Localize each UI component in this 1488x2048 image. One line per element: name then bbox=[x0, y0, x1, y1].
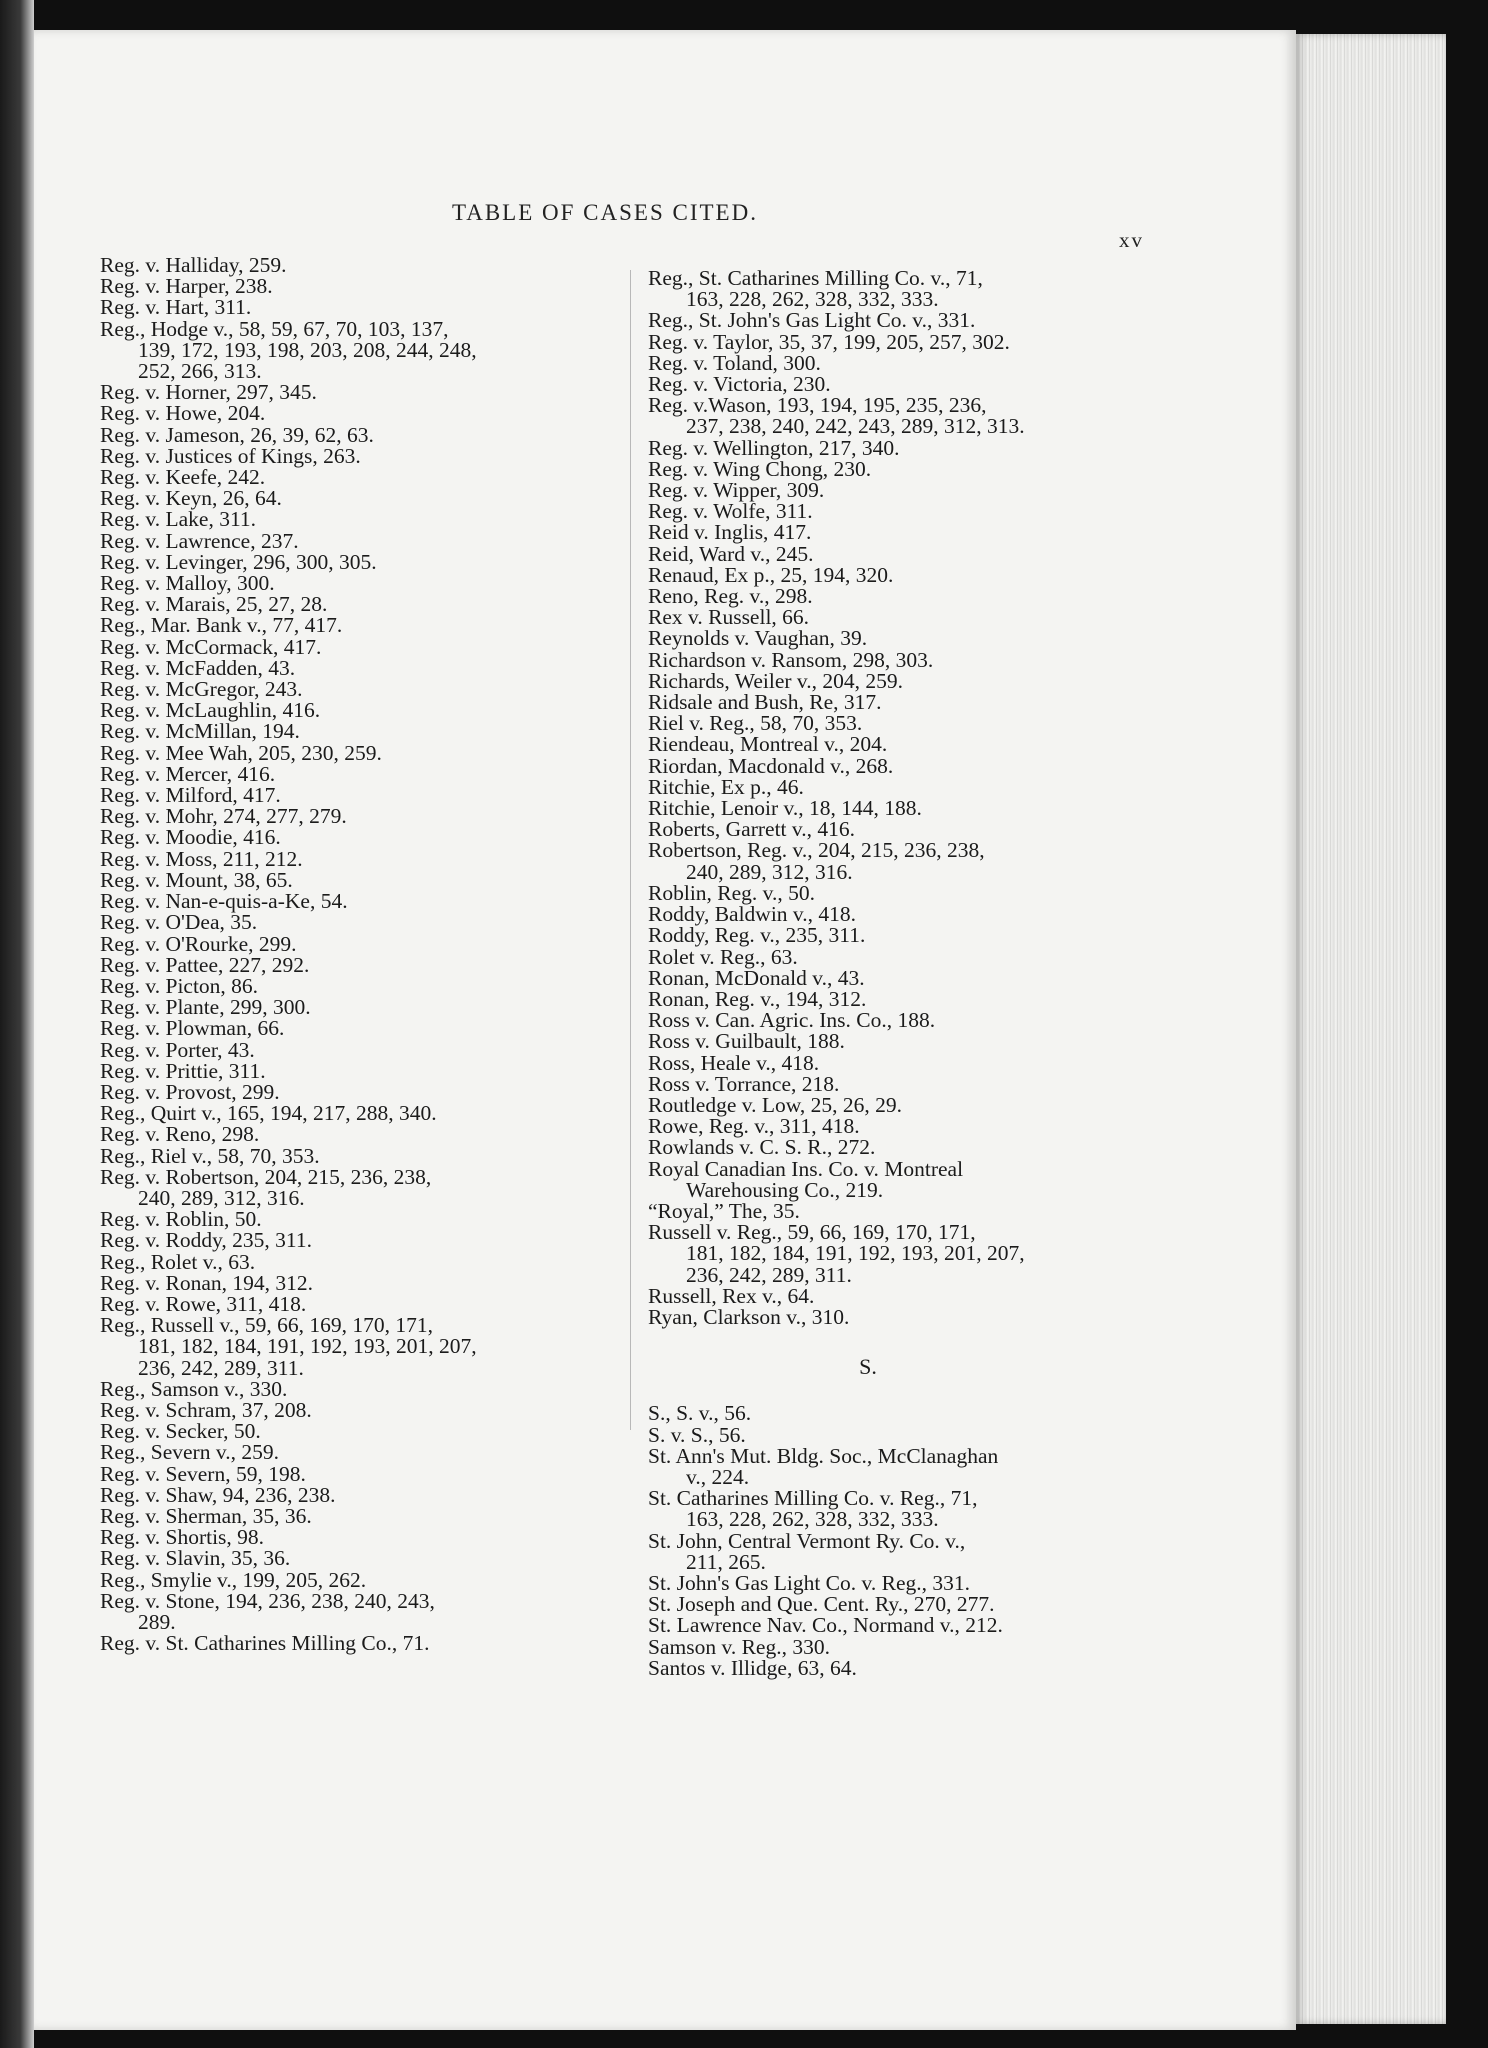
case-entry bbox=[100, 1018, 600, 1039]
case-entry-line: Rowe, Reg. v., 311, 418. bbox=[648, 1114, 860, 1139]
page-title: TABLE OF CASES CITED. bbox=[452, 200, 758, 225]
case-entry-line: Reg. v. Lawrence, 237. bbox=[100, 528, 299, 553]
case-entry-line: Riendeau, Montreal v., 204. bbox=[648, 732, 888, 757]
case-entry-line: Reg. v. McLaughlin, 416. bbox=[100, 698, 321, 723]
case-entry-line: Richards, Weiler v., 204, 259. bbox=[648, 668, 904, 693]
case-entry bbox=[100, 509, 600, 530]
case-entry-line: Reg. v. Harper, 238. bbox=[100, 274, 273, 299]
case-entry bbox=[100, 785, 600, 806]
case-entry-line: Reg. v. Slavin, 35, 36. bbox=[100, 1546, 291, 1571]
case-entry bbox=[100, 276, 600, 297]
case-entry-line: Robertson, Reg. v., 204, 215, 236, 238, bbox=[648, 838, 985, 863]
case-entry bbox=[648, 774, 1158, 799]
case-entry bbox=[100, 912, 600, 933]
case-entry-line: Reg. v. McGregor, 243. bbox=[100, 677, 303, 702]
case-entry bbox=[100, 827, 600, 848]
case-entry bbox=[100, 1315, 600, 1379]
case-entry bbox=[100, 1103, 600, 1124]
case-entry bbox=[648, 435, 1158, 460]
case-entry bbox=[648, 310, 1158, 331]
case-entry-line: Reg. v. Wolfe, 311. bbox=[648, 499, 813, 524]
case-entry bbox=[648, 1403, 1158, 1424]
case-entry-line: St. Catharines Milling Co. v. Reg., 71, bbox=[648, 1486, 978, 1511]
case-entry bbox=[100, 1249, 600, 1274]
case-entry-line: Reg. v. Moodie, 416. bbox=[100, 825, 281, 850]
case-entry-line: Reg. v. Victoria, 230. bbox=[648, 372, 831, 397]
case-entry-continuation: 240, 289, 312, 316. bbox=[686, 859, 853, 884]
case-entry bbox=[648, 1156, 1158, 1202]
case-entry-line: Reg. v. Jameson, 26, 39, 62, 63. bbox=[100, 422, 374, 447]
case-entry bbox=[648, 586, 1158, 607]
case-entry-line: Reg., Russell v., 59, 66, 169, 170, 171, bbox=[100, 1313, 434, 1338]
case-entry bbox=[648, 374, 1158, 395]
case-entry-line: Russell, Rex v., 64. bbox=[648, 1283, 815, 1308]
page-edges bbox=[1296, 34, 1446, 2024]
case-entry bbox=[100, 1291, 600, 1316]
case-entry-line: Reg. v. Roblin, 50. bbox=[100, 1207, 262, 1232]
case-entry-line: Reg. v. Horner, 297, 345. bbox=[100, 380, 317, 405]
case-entry bbox=[100, 255, 600, 276]
case-entry bbox=[648, 819, 1158, 840]
case-entry bbox=[100, 1442, 600, 1463]
case-entry bbox=[100, 1397, 600, 1422]
case-entry-line: St. Lawrence Nav. Co., Normand v., 212. bbox=[648, 1613, 1003, 1638]
case-entry-line: Reg. v. McFadden, 43. bbox=[100, 655, 296, 680]
case-entry bbox=[100, 403, 600, 424]
case-entry bbox=[648, 734, 1158, 755]
case-entry bbox=[100, 594, 600, 615]
case-entry bbox=[100, 1461, 600, 1486]
case-entry bbox=[100, 1548, 600, 1569]
case-entry-line: St. Joseph and Que. Cent. Ry., 270, 277. bbox=[648, 1592, 995, 1617]
case-entry bbox=[648, 456, 1158, 481]
case-entry-line: Reid, Ward v., 245. bbox=[648, 541, 814, 566]
case-entry bbox=[648, 1528, 1158, 1574]
case-entry bbox=[100, 615, 600, 636]
case-entry-line: Reg. v. Reno, 298. bbox=[100, 1122, 260, 1147]
case-entry bbox=[100, 1376, 600, 1401]
case-entry-line: Royal Canadian Ins. Co. v. Montreal bbox=[648, 1156, 964, 1181]
case-entry-line: Riordan, Macdonald v., 268. bbox=[648, 753, 894, 778]
case-entry-line: Reg., Mar. Bank v., 77, 417. bbox=[100, 613, 343, 638]
case-entry bbox=[648, 753, 1158, 778]
case-entry bbox=[100, 528, 600, 553]
case-entry bbox=[100, 1270, 600, 1295]
case-entry-line: Reg., Riel v., 58, 70, 353. bbox=[100, 1143, 320, 1168]
case-entry bbox=[648, 1443, 1158, 1489]
case-entry bbox=[648, 1304, 1158, 1329]
case-entry bbox=[648, 798, 1158, 819]
case-entry-continuation: 252, 266, 313. bbox=[138, 359, 262, 384]
case-entry-continuation: 237, 238, 240, 242, 243, 289, 312, 313. bbox=[686, 414, 1025, 439]
case-entry bbox=[648, 1116, 1158, 1137]
case-entry-line: Reg., Samson v., 330. bbox=[100, 1376, 288, 1401]
case-entry-continuation: 181, 182, 184, 191, 192, 193, 201, 207, bbox=[686, 1241, 1025, 1266]
case-entry-line: Ross v. Guilbault, 188. bbox=[648, 1029, 845, 1054]
case-entry-line: Reg. v. Provost, 299. bbox=[100, 1079, 280, 1104]
case-entry bbox=[100, 573, 600, 594]
case-entry-line: Reg. v. Mount, 38, 65. bbox=[100, 867, 293, 892]
case-entry bbox=[100, 655, 600, 680]
case-entry-line: Roblin, Reg. v., 50. bbox=[648, 880, 816, 905]
case-entry-continuation: 240, 289, 312, 316. bbox=[138, 1185, 305, 1210]
case-entry bbox=[648, 1655, 1158, 1680]
case-entry-line: Routledge v. Low, 25, 26, 29. bbox=[648, 1092, 902, 1117]
case-entry bbox=[100, 1230, 600, 1251]
case-entry bbox=[648, 329, 1158, 354]
case-entry-line: Reg. v. O'Dea, 35. bbox=[100, 910, 258, 935]
case-entry-line: Ross v. Torrance, 218. bbox=[648, 1071, 840, 1096]
case-entry-line: Ritchie, Ex p., 46. bbox=[648, 774, 804, 799]
case-entry-line: Reid v. Inglis, 417. bbox=[648, 520, 812, 545]
case-entry bbox=[100, 1037, 600, 1062]
case-entry-line: Rolet v. Reg., 63. bbox=[648, 944, 798, 969]
case-entry-line: Reg. v. Hart, 311. bbox=[100, 295, 252, 320]
case-entry bbox=[648, 713, 1158, 734]
case-entry bbox=[648, 647, 1158, 672]
case-entry bbox=[100, 1164, 600, 1210]
case-entry-continuation: Warehousing Co., 219. bbox=[686, 1177, 884, 1202]
case-entry-line: Reynolds v. Vaughan, 39. bbox=[648, 626, 868, 651]
case-entry-line: Reg. v. Wellington, 217, 340. bbox=[648, 435, 900, 460]
case-entry bbox=[648, 880, 1158, 905]
case-entry bbox=[100, 1503, 600, 1528]
case-entry-line: Renaud, Ex p., 25, 194, 320. bbox=[648, 562, 894, 587]
case-entry-line: Rex v. Russell, 66. bbox=[648, 605, 810, 630]
case-entry-line: Richardson v. Ransom, 298, 303. bbox=[648, 647, 934, 672]
case-entry bbox=[648, 1594, 1158, 1615]
case-entry bbox=[100, 952, 600, 977]
case-entry bbox=[100, 806, 600, 827]
case-entry bbox=[648, 986, 1158, 1011]
case-entry bbox=[100, 891, 600, 912]
case-entry-line: Russell v. Reg., 59, 66, 169, 170, 171, bbox=[648, 1220, 976, 1245]
case-entry bbox=[100, 931, 600, 956]
case-entry bbox=[648, 562, 1158, 587]
case-entry-line: St. Ann's Mut. Bldg. Soc., McClanaghan bbox=[648, 1443, 999, 1468]
case-entry bbox=[100, 721, 600, 742]
case-entry bbox=[100, 1143, 600, 1168]
case-entry-continuation: 211, 265. bbox=[686, 1549, 766, 1574]
case-entry-line: Reg. v. Plante, 299, 300. bbox=[100, 995, 311, 1020]
case-entry-line: Reg. v.Wason, 193, 194, 195, 235, 236, bbox=[648, 393, 987, 418]
case-entry-line: Reg. v. Shaw, 94, 236, 238. bbox=[100, 1482, 336, 1507]
case-entry-line: Roddy, Baldwin v., 418. bbox=[648, 902, 857, 927]
case-entry-line: Reg., Smylie v., 199, 205, 262. bbox=[100, 1567, 367, 1592]
case-entry bbox=[100, 488, 600, 509]
case-entry-line: Reg. v. Roddy, 235, 311. bbox=[100, 1228, 313, 1253]
case-entry bbox=[648, 1010, 1158, 1031]
case-entry bbox=[648, 350, 1158, 375]
case-entry-line: Ritchie, Lenoir v., 18, 144, 188. bbox=[648, 796, 922, 821]
case-entry-line: Ross v. Can. Agric. Ins. Co., 188. bbox=[648, 1008, 936, 1033]
case-entry bbox=[100, 1633, 600, 1654]
case-entry-line: Reg., Quirt v., 165, 194, 217, 288, 340. bbox=[100, 1101, 437, 1126]
case-entry bbox=[648, 522, 1158, 543]
case-entry bbox=[648, 668, 1158, 693]
case-entry-line: Reg., Rolet v., 63. bbox=[100, 1249, 256, 1274]
case-entry-line: Reg. v. Sherman, 35, 36. bbox=[100, 1503, 312, 1528]
case-entry bbox=[100, 973, 600, 998]
right-column bbox=[648, 268, 1158, 1679]
case-entry bbox=[648, 1634, 1158, 1659]
case-entry-continuation: 236, 242, 289, 311. bbox=[686, 1262, 852, 1287]
case-entry-line: Samson v. Reg., 330. bbox=[648, 1634, 830, 1659]
case-entry-line: Reg. v. Ronan, 194, 312. bbox=[100, 1270, 313, 1295]
case-entry bbox=[100, 316, 600, 384]
case-entry-line: Reg. v. McCormack, 417. bbox=[100, 634, 322, 659]
case-entry bbox=[648, 1198, 1158, 1223]
case-entry-line: Reg. v. Shortis, 98. bbox=[100, 1525, 265, 1550]
case-entry-continuation: v., 224. bbox=[686, 1464, 750, 1489]
case-entry bbox=[100, 382, 600, 403]
case-entry bbox=[648, 1422, 1158, 1447]
case-entry-line: Reg. v. Rowe, 311, 418. bbox=[100, 1291, 307, 1316]
case-entry-line: Roddy, Reg. v., 235, 311. bbox=[648, 923, 866, 948]
case-entry-continuation: 236, 242, 289, 311. bbox=[138, 1355, 304, 1380]
section-heading-s: S. bbox=[859, 1354, 877, 1380]
case-entry bbox=[100, 1209, 600, 1230]
case-entry bbox=[648, 965, 1158, 990]
case-entry bbox=[648, 1092, 1158, 1117]
case-entry bbox=[648, 395, 1158, 437]
case-entry bbox=[100, 1058, 600, 1083]
right-column-entries bbox=[648, 268, 1158, 1328]
case-entry-line: Reg. v. Wing Chong, 230. bbox=[648, 456, 872, 481]
case-entry-line: Reg. v. Toland, 300. bbox=[648, 350, 821, 375]
case-entry-continuation: 163, 228, 262, 328, 332, 333. bbox=[686, 287, 939, 312]
case-entry bbox=[648, 607, 1158, 628]
case-entry-line: Reg. v. Schram, 37, 208. bbox=[100, 1397, 312, 1422]
case-entry-line: Reg. v. Stone, 194, 236, 238, 240, 243, bbox=[100, 1588, 435, 1613]
case-entry-line: Reg. v. Mercer, 416. bbox=[100, 761, 276, 786]
case-entry-continuation: 289. bbox=[138, 1610, 176, 1634]
case-entry-line: Roberts, Garrett v., 416. bbox=[648, 817, 855, 842]
book-binding bbox=[0, 0, 34, 2048]
case-entry-line: Ronan, McDonald v., 43. bbox=[648, 965, 865, 990]
section-s-entries bbox=[648, 1403, 1158, 1679]
case-entry-line: St. John, Central Vermont Ry. Co. v., bbox=[648, 1528, 966, 1553]
case-entry-line: Reg. v. Porter, 43. bbox=[100, 1037, 255, 1062]
case-entry bbox=[100, 679, 600, 700]
case-entry-line: Reg. v. McMillan, 194. bbox=[100, 719, 300, 744]
case-entry-line: Reg. v. Malloy, 300. bbox=[100, 571, 275, 596]
case-entry-line: Reg. v. Keyn, 26, 64. bbox=[100, 486, 282, 511]
case-entry bbox=[648, 692, 1158, 713]
case-entry-line: Reg. v. Wipper, 309. bbox=[648, 478, 825, 503]
case-entry-line: Reg. v. Moss, 211, 212. bbox=[100, 846, 303, 871]
case-entry-line: Reg. v. Severn, 59, 198. bbox=[100, 1461, 306, 1486]
case-entry-line: S., S. v., 56. bbox=[648, 1401, 752, 1426]
case-entry bbox=[100, 1482, 600, 1507]
case-entry-line: Rowlands v. C. S. R., 272. bbox=[648, 1135, 876, 1160]
case-entry bbox=[100, 1567, 600, 1592]
case-entry-continuation: 139, 172, 193, 198, 203, 208, 244, 248, bbox=[138, 337, 477, 362]
case-entry-line: Reg. v. Pattee, 227, 292. bbox=[100, 952, 310, 977]
case-entry bbox=[100, 740, 600, 765]
case-entry bbox=[648, 1222, 1158, 1286]
case-entry bbox=[100, 1079, 600, 1104]
case-entry-line: Reg. v. Mohr, 274, 277, 279. bbox=[100, 804, 347, 829]
case-entry-line: Reg. v. Nan-e-quis-a-Ke, 54. bbox=[100, 889, 348, 914]
case-entry-line: Reg. v. Howe, 204. bbox=[100, 401, 266, 426]
case-entry bbox=[648, 1050, 1158, 1075]
case-entry bbox=[100, 443, 600, 468]
case-entry-line: Reno, Reg. v., 298. bbox=[648, 584, 813, 609]
case-entry bbox=[648, 1283, 1158, 1308]
case-entry bbox=[100, 422, 600, 447]
case-entry-line: Reg., Hodge v., 58, 59, 67, 70, 103, 137, bbox=[100, 316, 449, 341]
case-entry-line: Reg. v. St. Catharines Milling Co., 71. bbox=[100, 1631, 430, 1656]
case-entry bbox=[648, 1615, 1158, 1636]
case-entry-line: Reg. v. Prittie, 311. bbox=[100, 1058, 266, 1083]
case-entry-line: Reg. v. Levinger, 296, 300, 305. bbox=[100, 549, 377, 574]
case-entry-line: Ryan, Clarkson v., 310. bbox=[648, 1304, 850, 1329]
case-entry-line: Riel v. Reg., 58, 70, 353. bbox=[648, 711, 863, 736]
case-entry bbox=[648, 1488, 1158, 1530]
case-entry-line: Reg. v. Taylor, 35, 37, 199, 205, 257, 302. bbox=[648, 329, 1010, 354]
case-entry bbox=[648, 904, 1158, 925]
case-entry bbox=[648, 1137, 1158, 1158]
case-entry-line: Reg., St. John's Gas Light Co. v., 331. bbox=[648, 308, 976, 333]
case-entry-line: Reg. v. Picton, 86. bbox=[100, 973, 259, 998]
case-entry-line: S. v. S., 56. bbox=[648, 1422, 746, 1447]
case-entry bbox=[100, 467, 600, 488]
case-entry bbox=[648, 628, 1158, 649]
case-entry-line: Santos v. Illidge, 63, 64. bbox=[648, 1655, 857, 1680]
case-entry bbox=[648, 501, 1158, 522]
case-entry bbox=[648, 480, 1158, 501]
case-entry bbox=[648, 1570, 1158, 1595]
case-entry-line: Ross, Heale v., 418. bbox=[648, 1050, 820, 1075]
case-entry-line: Reg. v. Plowman, 66. bbox=[100, 1016, 285, 1041]
case-entry bbox=[100, 846, 600, 871]
case-entry bbox=[100, 549, 600, 574]
case-entry bbox=[648, 925, 1158, 946]
case-entry bbox=[648, 840, 1158, 882]
case-entry bbox=[100, 1421, 600, 1442]
case-entry bbox=[648, 1031, 1158, 1052]
case-entry bbox=[100, 1588, 600, 1634]
left-column bbox=[100, 255, 600, 1654]
case-entry-line: St. John's Gas Light Co. v. Reg., 331. bbox=[648, 1570, 971, 1595]
case-entry-line: Reg. v. Keefe, 242. bbox=[100, 465, 266, 490]
case-entry-line: Reg. v. Marais, 25, 27, 28. bbox=[100, 592, 328, 617]
case-entry-line: Reg. v. Mee Wah, 205, 230, 259. bbox=[100, 740, 382, 765]
case-entry-line: “Royal,” The, 35. bbox=[648, 1198, 800, 1223]
case-entry bbox=[100, 1124, 600, 1145]
case-entry bbox=[648, 944, 1158, 969]
case-entry-line: Reg. v. Milford, 417. bbox=[100, 783, 281, 808]
case-entry-line: Ronan, Reg. v., 194, 312. bbox=[648, 986, 867, 1011]
page-number: xv bbox=[1119, 228, 1144, 252]
column-divider bbox=[630, 270, 631, 1430]
case-entry bbox=[100, 867, 600, 892]
case-entry bbox=[100, 997, 600, 1018]
case-entry bbox=[100, 761, 600, 786]
case-entry bbox=[100, 297, 600, 318]
case-entry-line: Reg. v. Justices of Kings, 263. bbox=[100, 443, 361, 468]
case-entry bbox=[100, 700, 600, 721]
case-entry-continuation: 181, 182, 184, 191, 192, 193, 201, 207, bbox=[138, 1334, 477, 1359]
case-entry bbox=[648, 541, 1158, 566]
case-entry-line: Reg. v. O'Rourke, 299. bbox=[100, 931, 297, 956]
case-entry bbox=[100, 1527, 600, 1548]
case-entry-line: Reg., Severn v., 259. bbox=[100, 1440, 279, 1465]
case-entry bbox=[648, 268, 1158, 310]
case-entry-line: Reg. v. Halliday, 259. bbox=[100, 253, 287, 277]
case-entry-line: Ridsale and Bush, Re, 317. bbox=[648, 690, 882, 715]
case-entry-continuation: 163, 228, 262, 328, 332, 333. bbox=[686, 1507, 939, 1532]
case-entry-line: Reg., St. Catharines Milling Co. v., 71, bbox=[648, 266, 983, 290]
case-entry-line: Reg. v. Robertson, 204, 215, 236, 238, bbox=[100, 1164, 432, 1189]
case-entry-line: Reg. v. Secker, 50. bbox=[100, 1419, 261, 1444]
case-entry bbox=[100, 634, 600, 659]
case-entry-line: Reg. v. Lake, 311. bbox=[100, 507, 257, 532]
case-entry bbox=[648, 1071, 1158, 1096]
